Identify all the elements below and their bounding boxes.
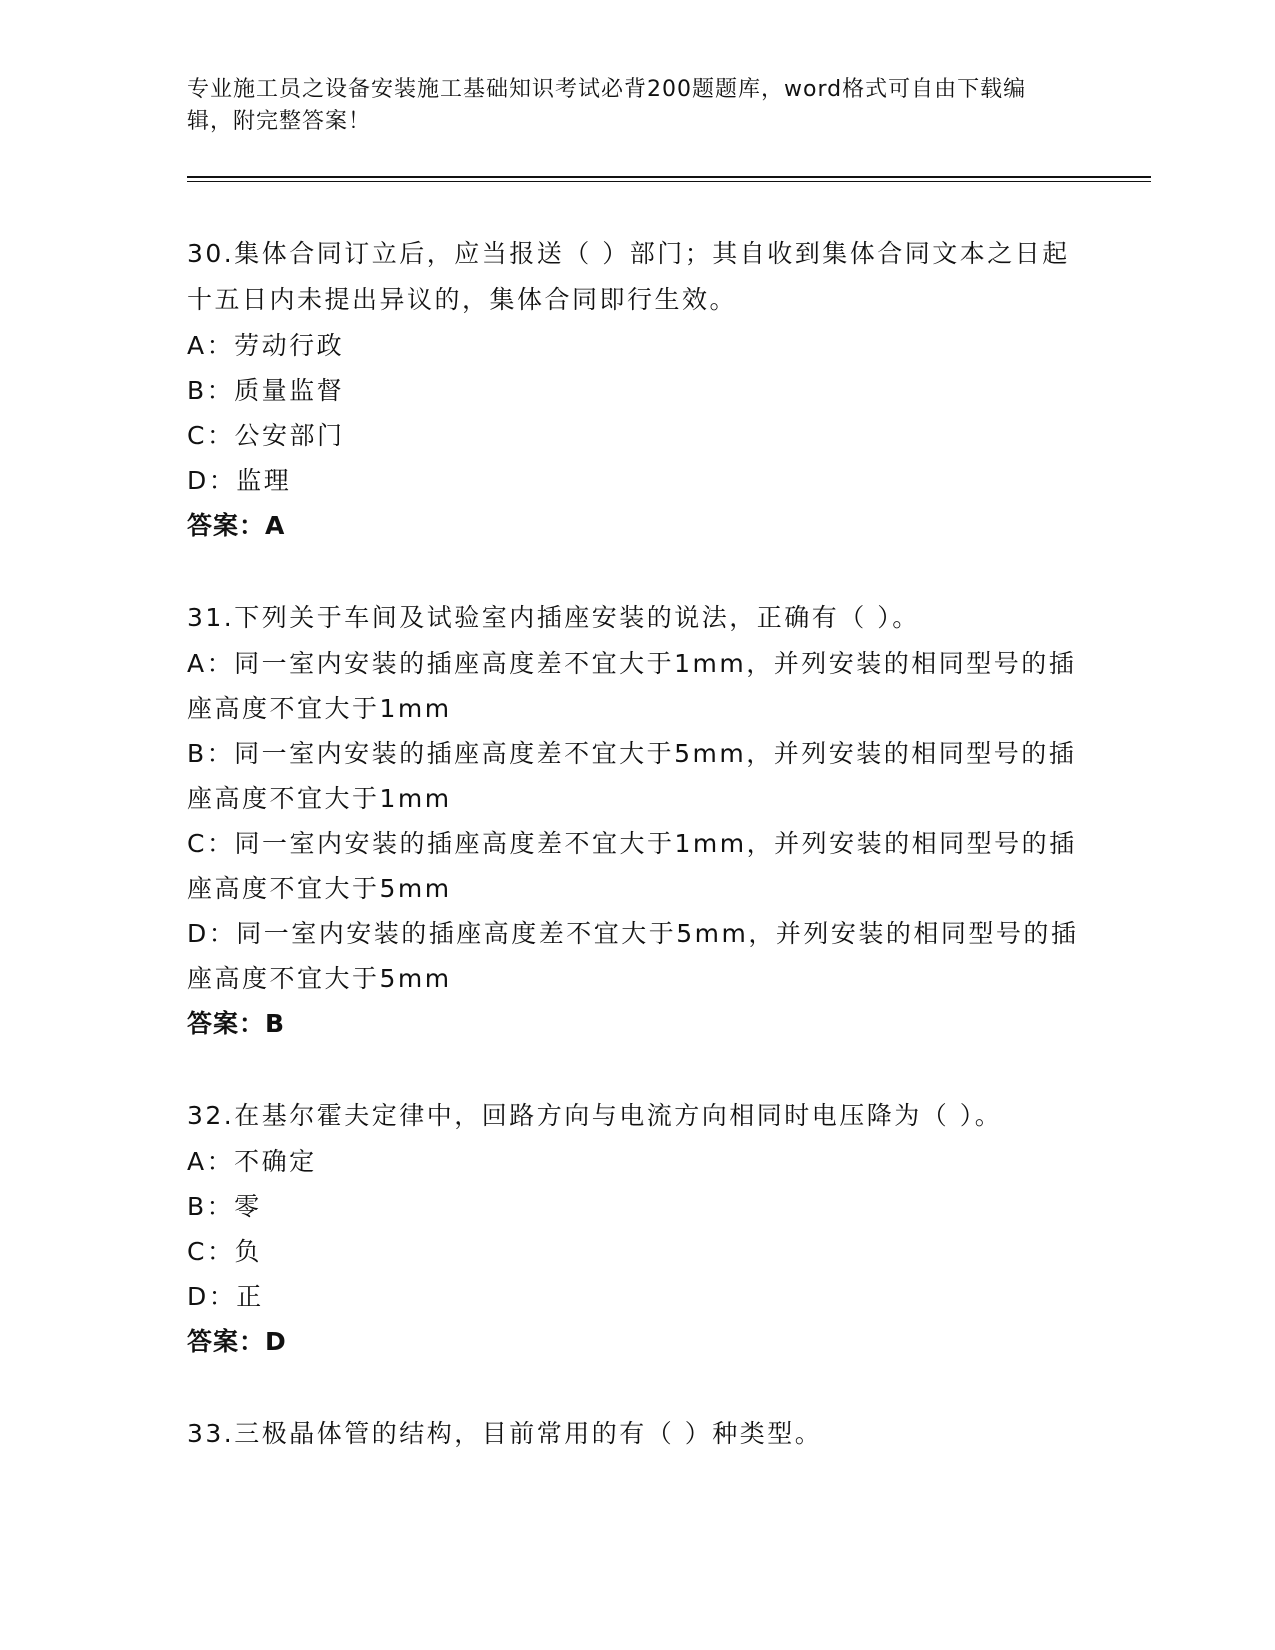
question-33	[187, 1411, 1087, 1457]
answer-label: 答案：D	[187, 1327, 287, 1356]
option-c: C：负	[187, 1237, 262, 1266]
question-text: 33.三极晶体管的结构，目前常用的有（ ）种类型。	[187, 1419, 823, 1448]
answer-label: 答案：A	[187, 511, 286, 540]
option-a: A：劳动行政	[187, 331, 345, 360]
question-32	[187, 1093, 1087, 1365]
document-header	[187, 74, 1067, 138]
option-c: C：公安部门	[187, 421, 345, 450]
document-title: 专业施工员之设备安装施工基础知识考试必背200题题库，word格式可自由下载编辑，附完整答案！	[187, 77, 1027, 134]
option-b: B：零	[187, 1192, 262, 1221]
option-b: B：质量监督	[187, 376, 345, 405]
option-d: D：监理	[187, 466, 292, 495]
question-list	[187, 231, 1087, 1503]
question-text: 32.在基尔霍夫定律中，回路方向与电流方向相同时电压降为（ ）。	[187, 1101, 1003, 1130]
question-text: 31.下列关于车间及试验室内插座安装的说法，正确有（ ）。	[187, 603, 920, 632]
header-divider-thick	[187, 176, 1151, 178]
option-c: C：同一室内安装的插座高度差不宜大于1mm，并列安装的相同型号的插座高度不宜大于5mm	[187, 829, 1077, 903]
question-31	[187, 595, 1087, 1047]
option-a: A：不确定	[187, 1147, 317, 1176]
option-a: A：同一室内安装的插座高度差不宜大于1mm，并列安装的相同型号的插座高度不宜大于1mm	[187, 649, 1077, 723]
option-d: D：同一室内安装的插座高度差不宜大于5mm，并列安装的相同型号的插座高度不宜大于5mm	[187, 919, 1079, 993]
option-d: D：正	[187, 1282, 264, 1311]
question-text: 30.集体合同订立后，应当报送（ ）部门；其自收到集体合同文本之日起十五日内未提出异议的，集体合同即行生效。	[187, 239, 1070, 314]
option-b: B：同一室内安装的插座高度差不宜大于5mm，并列安装的相同型号的插座高度不宜大于1mm	[187, 739, 1077, 813]
header-divider-thin	[187, 181, 1151, 182]
question-30	[187, 231, 1087, 549]
answer-label: 答案：B	[187, 1009, 286, 1038]
